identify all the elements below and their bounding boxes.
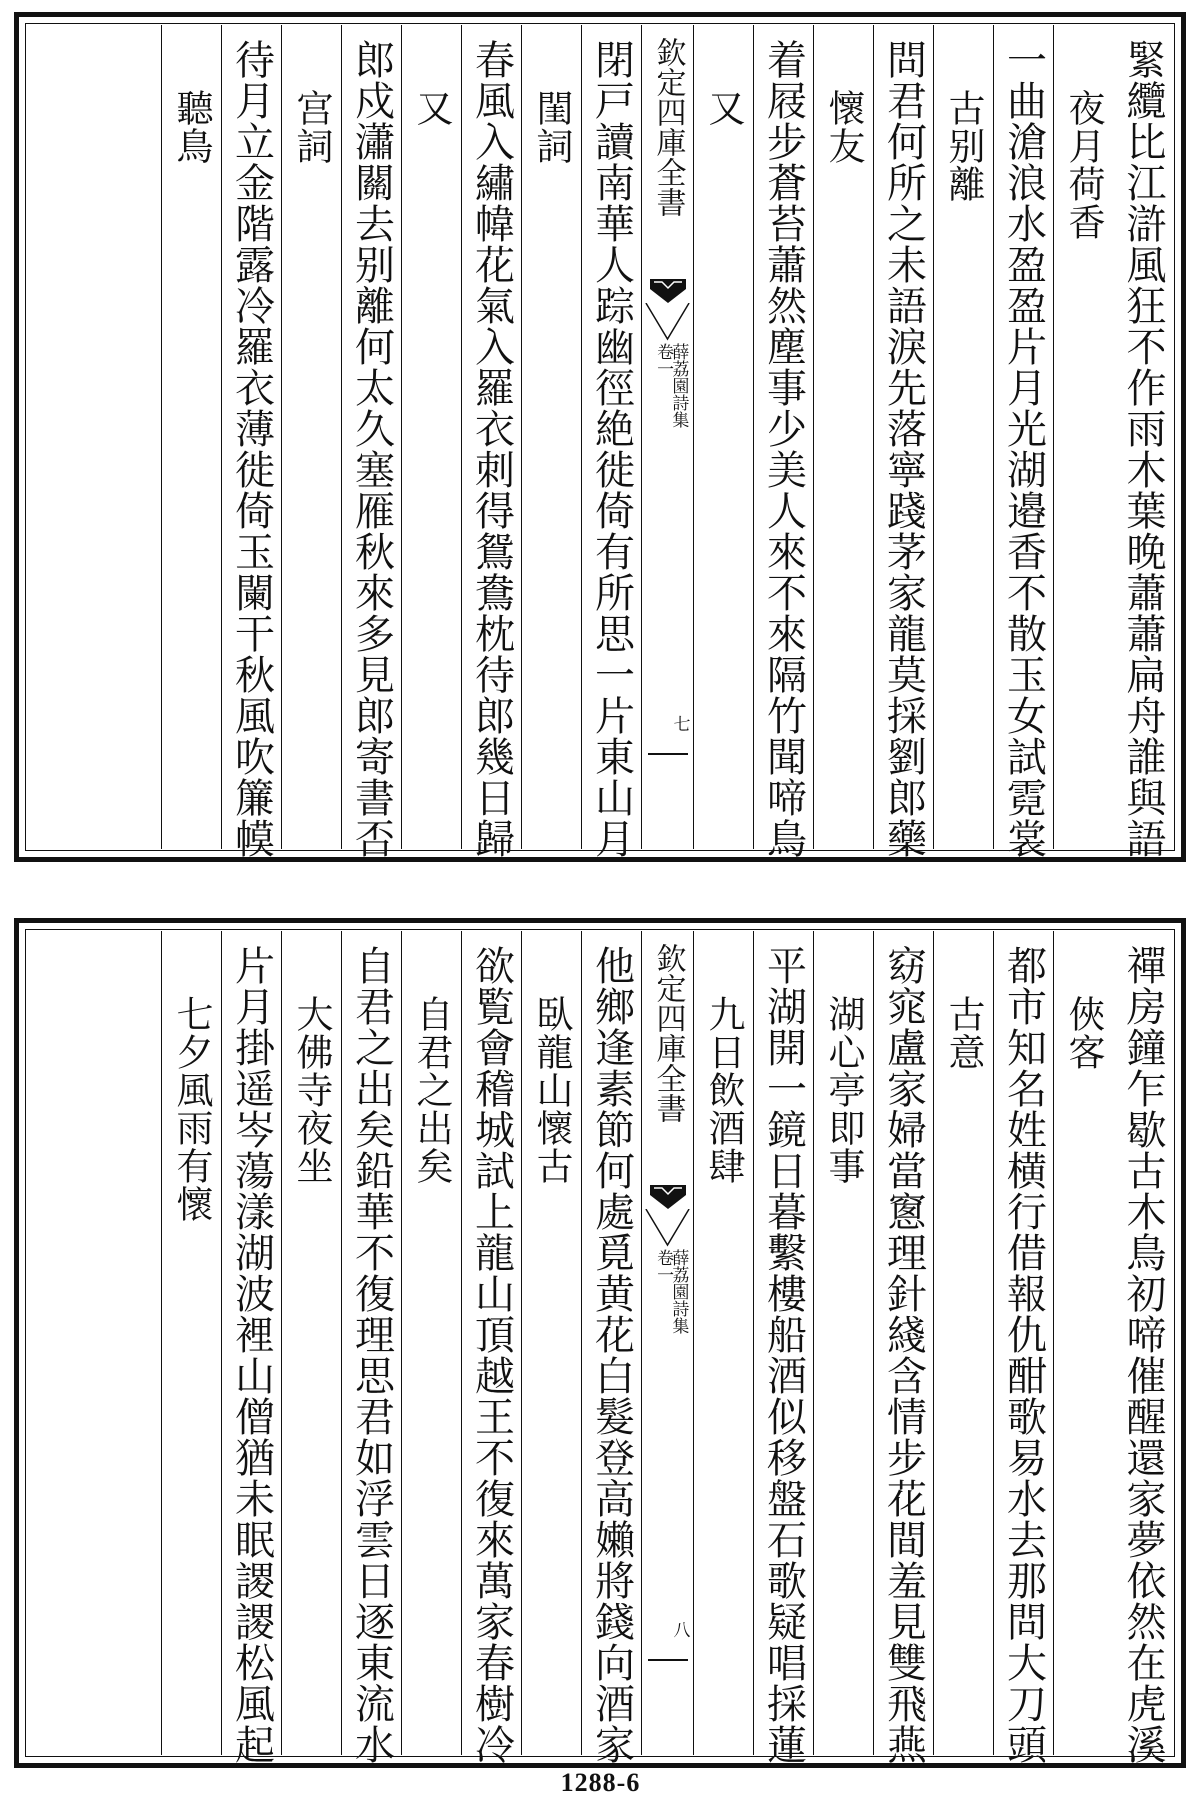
poem-text: 一曲滄浪水盈盈片月光湖邉香不散玉女試霓裳 (1000, 39, 1047, 859)
leaf-rule-icon (648, 1657, 688, 1663)
poem-title-column (521, 931, 581, 1755)
poem-title: 又 (410, 89, 453, 127)
poem-title: 閨詞 (530, 89, 573, 165)
poem-text: 春風入繡幃花氣入羅衣刺得鴛鴦枕待郎幾日歸 (468, 39, 515, 859)
bottom-page (14, 918, 1186, 1768)
poem-title-column (693, 931, 753, 1755)
poem-text-column (993, 25, 1053, 859)
poem-title-column (1053, 931, 1113, 1755)
poem-title: 自君之出矣 (410, 995, 453, 1185)
poem-title-column (401, 25, 461, 849)
poem-text-column (581, 931, 641, 1765)
poem-title: 湖心亭即事 (822, 995, 865, 1185)
poem-title-column (401, 931, 461, 1755)
poem-title: 大佛寺夜坐 (290, 995, 333, 1185)
poem-text: 問君何所之未語淚先落寧踐茅家龍莫採劉郎藥 (880, 39, 927, 859)
leaf-number: 七 (669, 715, 690, 732)
fold-line-icon (642, 303, 693, 343)
poem-title-column (933, 931, 993, 1755)
poem-text-column (873, 931, 933, 1765)
poem-title: 夜月荷香 (1062, 89, 1105, 241)
top-page (14, 12, 1186, 862)
poem-text: 片月掛遥岑蕩漾湖波裡山僧猶未眠謖謖松風起 (228, 945, 275, 1765)
poem-text-column (341, 931, 401, 1765)
poem-text: 窈窕盧家婦當窻理針綫含情步花間羞見雙飛燕 (880, 945, 927, 1765)
poem-title: 聽鳥 (170, 89, 213, 165)
poem-text-column (581, 25, 641, 859)
poem-title-column (813, 931, 873, 1755)
poem-text: 他鄉逢素節何處覓黄花白髮登高嬾將錢向酒家 (588, 945, 635, 1765)
poem-text: 禪房鐘乍歇古木鳥初啼催醒還家夢依然在虎溪 (1120, 945, 1166, 1765)
poem-text: 待月立金階露冷羅衣薄徙倚玉闌干秋風吹簾幙 (228, 39, 275, 859)
leaf-number: 八 (669, 1621, 690, 1638)
poem-title: 又 (702, 89, 745, 127)
poem-text: 自君之出矣鉛華不復理思君如浮雲日逐東流水 (348, 945, 395, 1765)
poem-title-column (933, 25, 993, 849)
poem-title-column (281, 25, 341, 849)
poem-text: 平湖開一鏡日暮繫樓船酒似移盤石歌疑唱採蓮 (760, 945, 807, 1765)
poem-text: 閉戸讀南華人踪幽徑絶徙倚有所思一片東山月 (588, 39, 635, 859)
poem-title-column (813, 25, 873, 849)
fish-tail-mark-icon (650, 279, 686, 303)
fold-line-icon (642, 1209, 693, 1249)
book-center-column (641, 931, 693, 1755)
bottom-page-columns (27, 931, 1173, 1765)
poem-title: 九日飲酒肆 (702, 995, 745, 1185)
fish-tail-mark-icon (650, 1185, 686, 1209)
poem-title-column (161, 25, 221, 849)
poem-title: 俠客 (1062, 995, 1105, 1071)
leaf-rule-icon (648, 751, 688, 757)
poem-text-column (753, 931, 813, 1765)
top-page-columns (27, 25, 1173, 859)
poem-text: 都市知名姓横行借報仇酣歌易水去那問大刀頭 (1000, 945, 1047, 1765)
collection-name: 薛荔園詩集 (668, 343, 689, 428)
poem-text: 郎戍瀟關去别離何太久塞雁秋來多見郎寄書否 (348, 39, 395, 859)
poem-text-column (993, 931, 1053, 1765)
poem-text-column (1113, 25, 1173, 859)
poem-title: 宫詞 (290, 89, 333, 165)
poem-title-column (281, 931, 341, 1755)
poem-title-column (693, 25, 753, 849)
poem-title-column (1053, 25, 1113, 849)
poem-text-column (461, 25, 521, 859)
poem-title: 七夕風雨有懷 (170, 995, 213, 1223)
poem-title: 古意 (942, 995, 985, 1071)
poem-text-column (461, 931, 521, 1765)
book-center-column (641, 25, 693, 849)
volume-label: 卷一 (653, 343, 674, 377)
poem-title-column (521, 25, 581, 849)
poem-text: 緊纜比江滸風狂不作雨木葉晚蕭蕭扁舟誰與語 (1120, 39, 1166, 859)
poem-text-column (221, 25, 281, 859)
book-title: 欽定四庫全書 (650, 37, 686, 217)
poem-text-column (1113, 931, 1173, 1765)
book-title: 欽定四庫全書 (650, 943, 686, 1123)
collection-name: 薛荔園詩集 (668, 1249, 689, 1334)
poem-title: 臥龍山懷古 (530, 995, 573, 1185)
poem-text-column (341, 25, 401, 859)
poem-title: 懷友 (822, 89, 865, 165)
poem-text: 着屐步蒼苔蕭然塵事少美人來不來隔竹聞啼鳥 (760, 39, 807, 859)
poem-title-column (161, 931, 221, 1755)
poem-title: 古别離 (942, 89, 985, 203)
poem-text: 欲覧會稽城試上龍山頂越王不復來萬家春樹冷 (468, 945, 515, 1765)
volume-label: 卷一 (653, 1249, 674, 1283)
page-code: 1288-6 (560, 1768, 641, 1797)
poem-text-column (753, 25, 813, 859)
poem-text-column (873, 25, 933, 859)
poem-text-column (221, 931, 281, 1765)
